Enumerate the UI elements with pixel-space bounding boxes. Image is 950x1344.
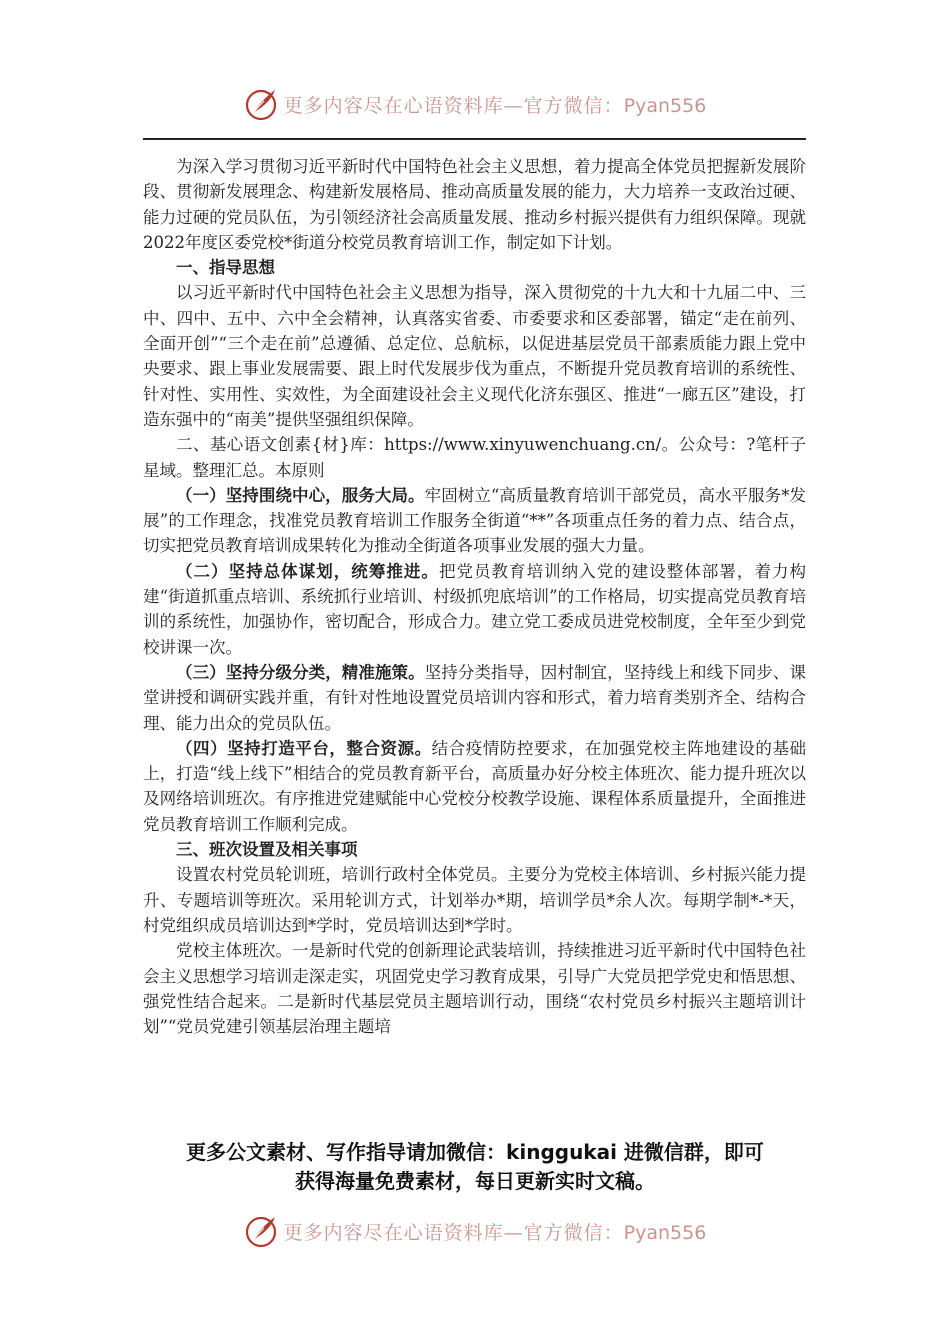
classes-paragraph-2: 党校主体班次。一是新时代党的创新理论武装培训，持续推进习近平新时代中国特色社会主义思想学习培训走深走实，巩固党史学习教育成果，引导广大党员把学党史和悟思想、强党性结合起来。二是新时代基层党员主题培训行动，围绕“农村党员乡村振兴主题培训计划”“党员党建引领基层治理主题培 (143, 941, 806, 1037)
principle-text-1: 牢固树立“高质量教育培训干部党员，高水平服务*发展”的工作理念，找准党员教育培训工作服务全街道“**”各项重点任务的着力点、结合点，切实把党员教育培训成果转化为推动全街道各项事业发展的强大力量。 (143, 485, 807, 556)
principle-paragraph-1 (143, 483, 806, 559)
section-heading-guiding-ideology: 一、指导思想 (176, 258, 275, 278)
promo-line-2: 获得海量免费素材，每日更新实时文稿。 (295, 1169, 655, 1193)
classes-paragraph-1: 设置农村党员轮训班，培训行政村全体党员。主要分为党校主体培训、乡村振兴能力提升、专题培训等班次。采用轮训方式，计划举办*期，培训学员*余人次。每期学制*-*天，村党组织成员培训达到*学时，党员培训达到*学时。 (143, 865, 806, 935)
section-heading-principles: 二、基心语文创素{材}库：https://www.xinyuwenchuang.cn/。公众号：?笔杆子星域。整理汇总。本原则 (143, 435, 806, 480)
promo-line-1: 更多公文素材、写作指导请加微信：kinggukai 进微信群，即可 (186, 1140, 764, 1164)
banner-text: 更多内容尽在心语资料库—官方微信：Pyan556 (283, 94, 707, 117)
principle-paragraph-3 (143, 660, 806, 736)
header-divider (143, 138, 806, 140)
document-body (143, 154, 806, 1039)
header-banner (0, 84, 950, 124)
principle-paragraph-4 (143, 736, 806, 837)
banner-wechat-id: Pyan556 (623, 1221, 707, 1244)
principle-text-2: 把党员教育培训纳入党的建设整体部署，着力构建“街道抓重点培训、系统抓行业培训、村级抓兜底培训”的工作格局，切实提高党员教育培训的系统性，加强协作，密切配合，形成合力。建立党工委成员进党校制度，全年至少到党校讲课一次。 (143, 561, 807, 657)
principle-title-4: （四）坚持打造平台，整合资源。 (176, 738, 432, 758)
principle-title-2: （二）坚持总体谋划，统筹推进。 (176, 561, 439, 581)
intro-paragraph: 为深入学习贯彻习近平新时代中国特色社会主义思想，着力提高全体党员把握新发展阶段、贯彻新发展理念、构建新发展格局、推动高质量发展的能力，大力培养一支政治过硬、能力过硬的党员队伍，为引领经济社会高质量发展、推动乡村振兴提供有力组织保障。现就2022年度区委党校*街道分校党员教育培训工作，制定如下计划。 (143, 157, 806, 252)
feather-pen-logo-icon (244, 86, 280, 122)
principle-title-3: （三）坚持分级分类，精准施策。 (176, 662, 425, 682)
footer-banner (0, 1211, 950, 1251)
promo-notice (0, 1138, 950, 1196)
principle-paragraph-2 (143, 559, 806, 660)
principle-title-1: （一）坚持围绕中心，服务大局。 (176, 485, 425, 505)
guiding-ideology-paragraph: 以习近平新时代中国特色社会主义思想为指导，深入贯彻党的十九大和十九届二中、三中、四中、五中、六中全会精神，认真落实省委、市委要求和区委部署，锚定“走在前列、全面开创”“三个走在前”总遵循、总定位、总航标，以促进基层党员干部素质能力跟上党中央要求、跟上事业发展需要、跟上时代发展步伐为重点，不断提升党员教育培训的系统性、针对性、实用性、实效性，为全面建设社会主义现代化济东强区、推进“一廊五区”建设，打造东强中的“南美”提供坚强组织保障。 (143, 283, 806, 429)
principle-text-3: 坚持分类指导，因村制宜，坚持线上和线下同步、课堂讲授和调研实践并重，有针对性地设置党员培训内容和形式，着力培育类别齐全、结构合理、能力出众的党员队伍。 (143, 662, 807, 733)
section-heading-classes: 三、班次设置及相关事项 (176, 840, 358, 860)
feather-pen-logo-icon (244, 1213, 280, 1249)
banner-wechat-id: Pyan556 (623, 94, 707, 117)
principle-text-4: 结合疫情防控要求，在加强党校主阵地建设的基础上，打造“线上线下”相结合的党员教育新平台，高质量办好分校主体班次、能力提升班次以及网络培训班次。有序推进党建赋能中心党校分校教学设施、课程体系质量提升，全面推进党员教育培训工作顺利完成。 (143, 738, 807, 834)
banner-text: 更多内容尽在心语资料库—官方微信：Pyan556 (283, 1221, 707, 1244)
